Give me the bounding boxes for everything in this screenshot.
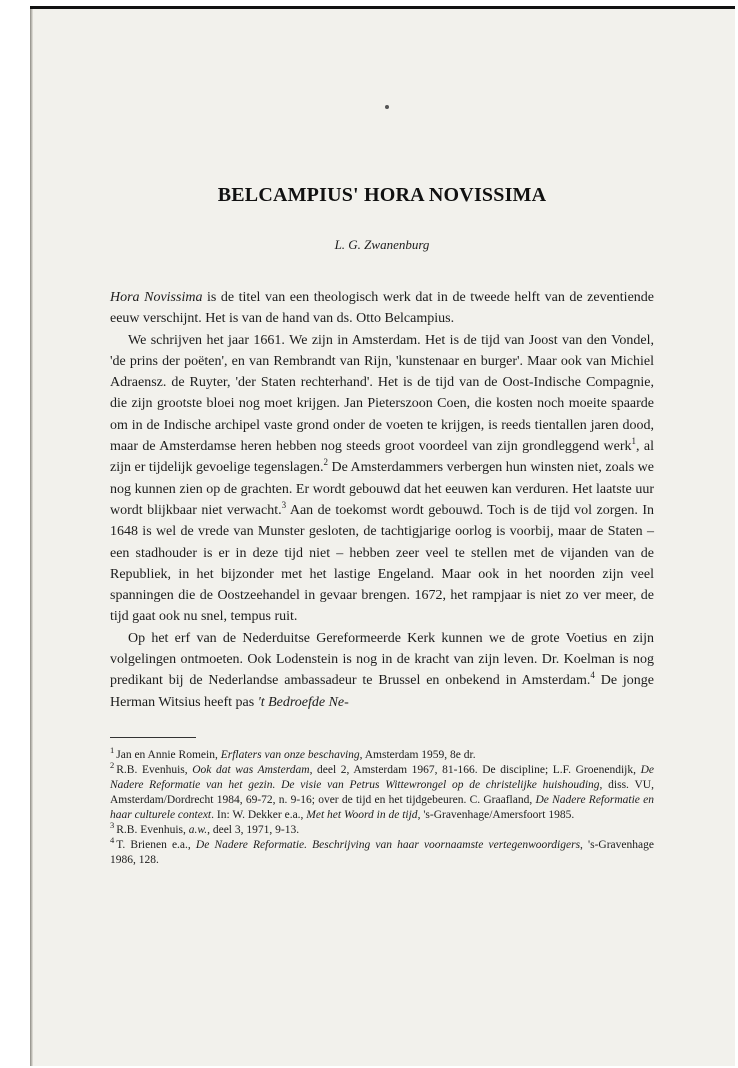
footnote-number: 4 bbox=[110, 834, 115, 845]
paragraph-segment: De Amsterdammers verbergen hun winsten niet, zoals we nog kunnen zien op de grachten. Er wordt gebouwd dat het eeuwen kan verduren. Het laatste uur wordt blijkbaar niet verwacht. bbox=[110, 460, 654, 518]
footnote-ref[interactable]: 4 bbox=[590, 670, 595, 681]
footnote-segment: Met het Woord in de tijd bbox=[306, 808, 418, 821]
footnote bbox=[110, 834, 654, 868]
article-author: L. G. Zwanenburg bbox=[334, 237, 430, 252]
paragraph-segment: We schrijven het jaar 1661. We zijn in Amsterdam. Het is de tijd van Joost van den Vondel, 'de prins der poëten', en van Rembrandt van Rijn, 'kunstenaar en burger'. Maar ook van Michiel Adraensz. de Ruyter, 'der Staten rechterhand'. Het is de tijd van de Oost-Indische Compagnie, die zijn grootste bloei nog moet krijgen. Jan Pieterszoon Coen, die kosten noch moeite spaarde om in de Indische archipel vaste grond onder de voeten te krijgen, is reeds tientallen jaren dood, maar de Amsterdamse heren hebben nog steeds groot voordeel van zijn grondleggend werk bbox=[110, 332, 654, 455]
paragraph-amsterdam bbox=[110, 330, 654, 628]
paragraph-segment: is de titel van een theologisch werk dat in de tweede helft van de zeventiende eeuw verschijnt. Het is van de hand van ds. Otto Belcampius. bbox=[110, 290, 654, 327]
footnote-segment: R.B. Evenhuis, bbox=[116, 763, 193, 776]
footnote-segment: , diss. VU, Amsterdam/Dordrecht 1984, 69-72, n. 9-16; over de tijd en het tijdgebeuren. C. Graafland, bbox=[110, 778, 654, 806]
footnote-segment: , deel 3, 1971, 9-13. bbox=[207, 823, 300, 836]
article-body bbox=[110, 287, 654, 713]
paragraph-segment: 't Bedroefde Ne- bbox=[257, 694, 349, 710]
article-title: BELCAMPIUS' HORA NOVISSIMA bbox=[217, 184, 547, 206]
footnote-segment: De Nadere Reformatie van het gezin. De visie van Petrus Wittewrongel op de christelijke huishouding bbox=[110, 763, 654, 791]
paragraph-church bbox=[110, 628, 654, 713]
footnote-segment: , Amsterdam 1959, 8e dr. bbox=[359, 748, 476, 761]
paragraph-segment: Aan de toekomst wordt gebouwd. Toch is de tijd vol zorgen. In 1648 is wel de vrede van Munster gesloten, de tachtigjarige oorlog is voorbij, maar de Staten – een stadhouder is er in deze tijd niet – hebben zeer veel te stellen met de vijanden van de Republiek, in het bijzonder met het lastige Engeland. Maar ook in het noorden zijn veel spanningen die de Oostzeehandel in gevaar brengen. 1672, het rampjaar is niet zo ver meer, de tijd gaat ook nu snel, tempus ruit. bbox=[110, 502, 655, 625]
paragraph-segment: Op het erf van de Nederduitse Gereformeerde Kerk kunnen we de grote Voetius en zijn volgelingen ontmoeten. Ook Lodenstein is nog in de kracht van zijn leven. Dr. Koelman is nog predikant bij de Nederlandse ambassadeur te Brussel en onbekend in Amsterdam. bbox=[110, 630, 654, 689]
footnote-segment: , 's-Gravenhage/Amersfoort 1985. bbox=[417, 808, 575, 821]
footnote-segment: , deel 2, Amsterdam 1967, 81-166. De discipline; L.F. Groenendijk, bbox=[309, 763, 641, 776]
footnote-segment: a.w. bbox=[188, 823, 208, 836]
footnote-segment: T. Brienen e.a., bbox=[116, 838, 196, 851]
paragraph-segment: De jonge Herman Witsius heeft pas bbox=[110, 673, 654, 710]
footnote-number: 3 bbox=[110, 819, 115, 830]
footnote bbox=[110, 744, 654, 763]
footnote-ref[interactable]: 3 bbox=[281, 499, 287, 510]
scan-speck bbox=[385, 105, 389, 109]
footnote-number: 1 bbox=[110, 744, 115, 755]
article bbox=[110, 184, 654, 868]
paragraph-segment: , al zijn er tijdelijk gevoelige tegenslagen. bbox=[110, 439, 654, 476]
footnote-segment: De Nadere Reformatie en haar culturele context bbox=[110, 793, 655, 821]
paragraph-intro bbox=[110, 287, 654, 330]
footnote-segment: Ook dat was Amsterdam bbox=[192, 763, 310, 776]
footnote-segment: Jan en Annie Romein, bbox=[116, 748, 221, 761]
footnote bbox=[110, 819, 654, 838]
footnote-segment: De Nadere Reformatie. Beschrijving van haar voornaamste vertegenwoordigers bbox=[195, 838, 581, 851]
footnote-segment: Erflaters van onze beschaving bbox=[220, 748, 360, 761]
paragraph-segment: Hora Novissima bbox=[110, 290, 203, 305]
footnote-segment: . In: W. Dekker e.a., bbox=[211, 808, 307, 821]
footnote-segment: , 's-Gravenhage 1986, 128. bbox=[110, 838, 654, 866]
footnote-ref[interactable]: 1 bbox=[631, 436, 636, 447]
footnote-divider bbox=[110, 737, 196, 738]
footnote-ref[interactable]: 2 bbox=[323, 457, 328, 468]
footnote-segment: R.B. Evenhuis, bbox=[116, 823, 189, 836]
footnotes bbox=[110, 744, 655, 868]
footnote bbox=[110, 759, 655, 823]
footnote-number: 2 bbox=[110, 759, 115, 770]
